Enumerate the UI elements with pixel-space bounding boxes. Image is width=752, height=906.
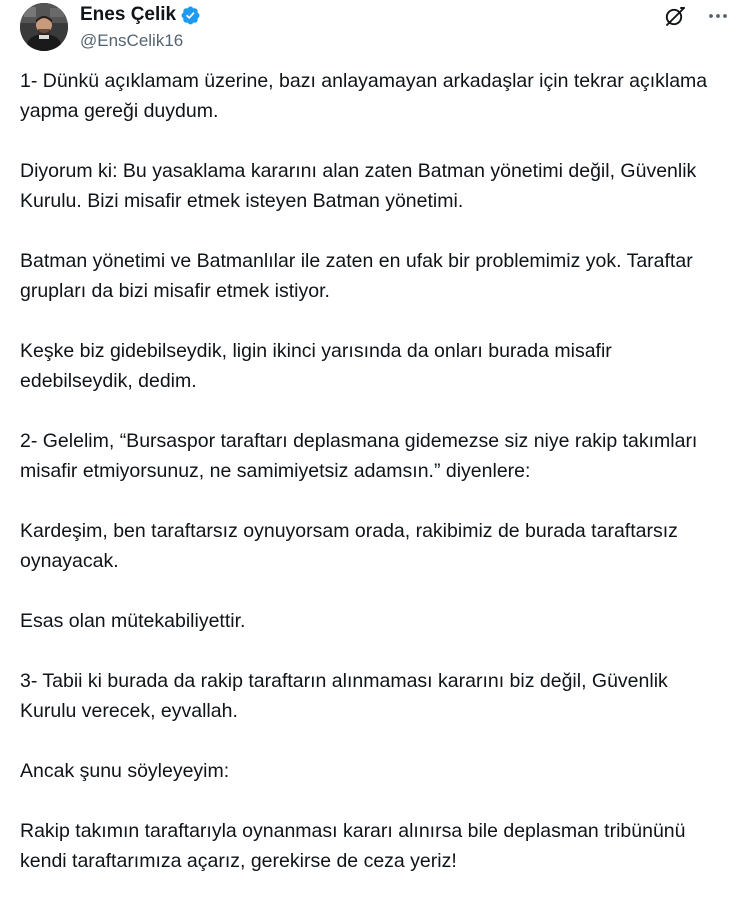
tweet-paragraph: Batman yönetimi ve Batmanlılar ile zaten en ufak bir problemimiz yok. Taraftar grupları da bizi misafir etmek istiyor. xyxy=(20,250,699,302)
tweet-text xyxy=(20,66,725,906)
tweet-paragraph: Keşke biz gidebilseydik, ligin ikinci yarısında da onları burada misafir edebilseydik, dedim. xyxy=(20,340,618,392)
tweet-header xyxy=(20,3,732,53)
tweet-paragraph: 3- Tabii ki burada da rakip taraftarın alınmaması kararını biz değil, Güvenlik Kurulu verecek, eyvallah. xyxy=(20,670,674,722)
avatar[interactable] xyxy=(20,3,68,51)
display-name-row xyxy=(80,3,201,27)
tweet-paragraph: Kardeşim, ben taraftarsız oynuyorsam orada, rakibimiz de burada taraftarsız oynayacak. xyxy=(20,520,684,572)
tweet-paragraph: Esas olan mütekabiliyettir. xyxy=(20,610,246,632)
verified-badge-icon xyxy=(180,5,201,26)
grok-slash-icon[interactable] xyxy=(664,5,686,27)
tweet-paragraph: Ancak şunu söyleyeyim: xyxy=(20,760,230,782)
avatar-photo xyxy=(20,3,68,51)
tweet-paragraph: 2- Gelelim, “Bursaspor taraftarı deplasmana gidemezse siz niye rakip takımları misafir etmiyorsunuz, ne samimiyetsiz adamsın.” diyenlere: xyxy=(20,430,703,482)
tweet-paragraph: Rakip takımın taraftarıyla oynanması kararı alınırsa bile deplasman tribününü kendi taraftarımıza açarız, gerekirse de ceza yeriz! xyxy=(20,820,691,872)
tweet-paragraph: 1- Dünkü açıklamam üzerine, bazı anlayamayan arkadaşlar için tekrar açıklama yapma gereği duydum. xyxy=(20,70,713,122)
tweet-paragraph: Diyorum ki: Bu yasaklama kararını alan zaten Batman yönetimi değil, Güvenlik Kurulu. Bizi misafir etmek isteyen Batman yönetimi. xyxy=(20,160,702,212)
user-info xyxy=(80,3,201,53)
more-horizontal-icon[interactable] xyxy=(706,5,730,27)
user-handle[interactable]: @EnsCelik16 xyxy=(80,31,184,50)
display-name[interactable]: Enes Çelik xyxy=(80,4,177,25)
